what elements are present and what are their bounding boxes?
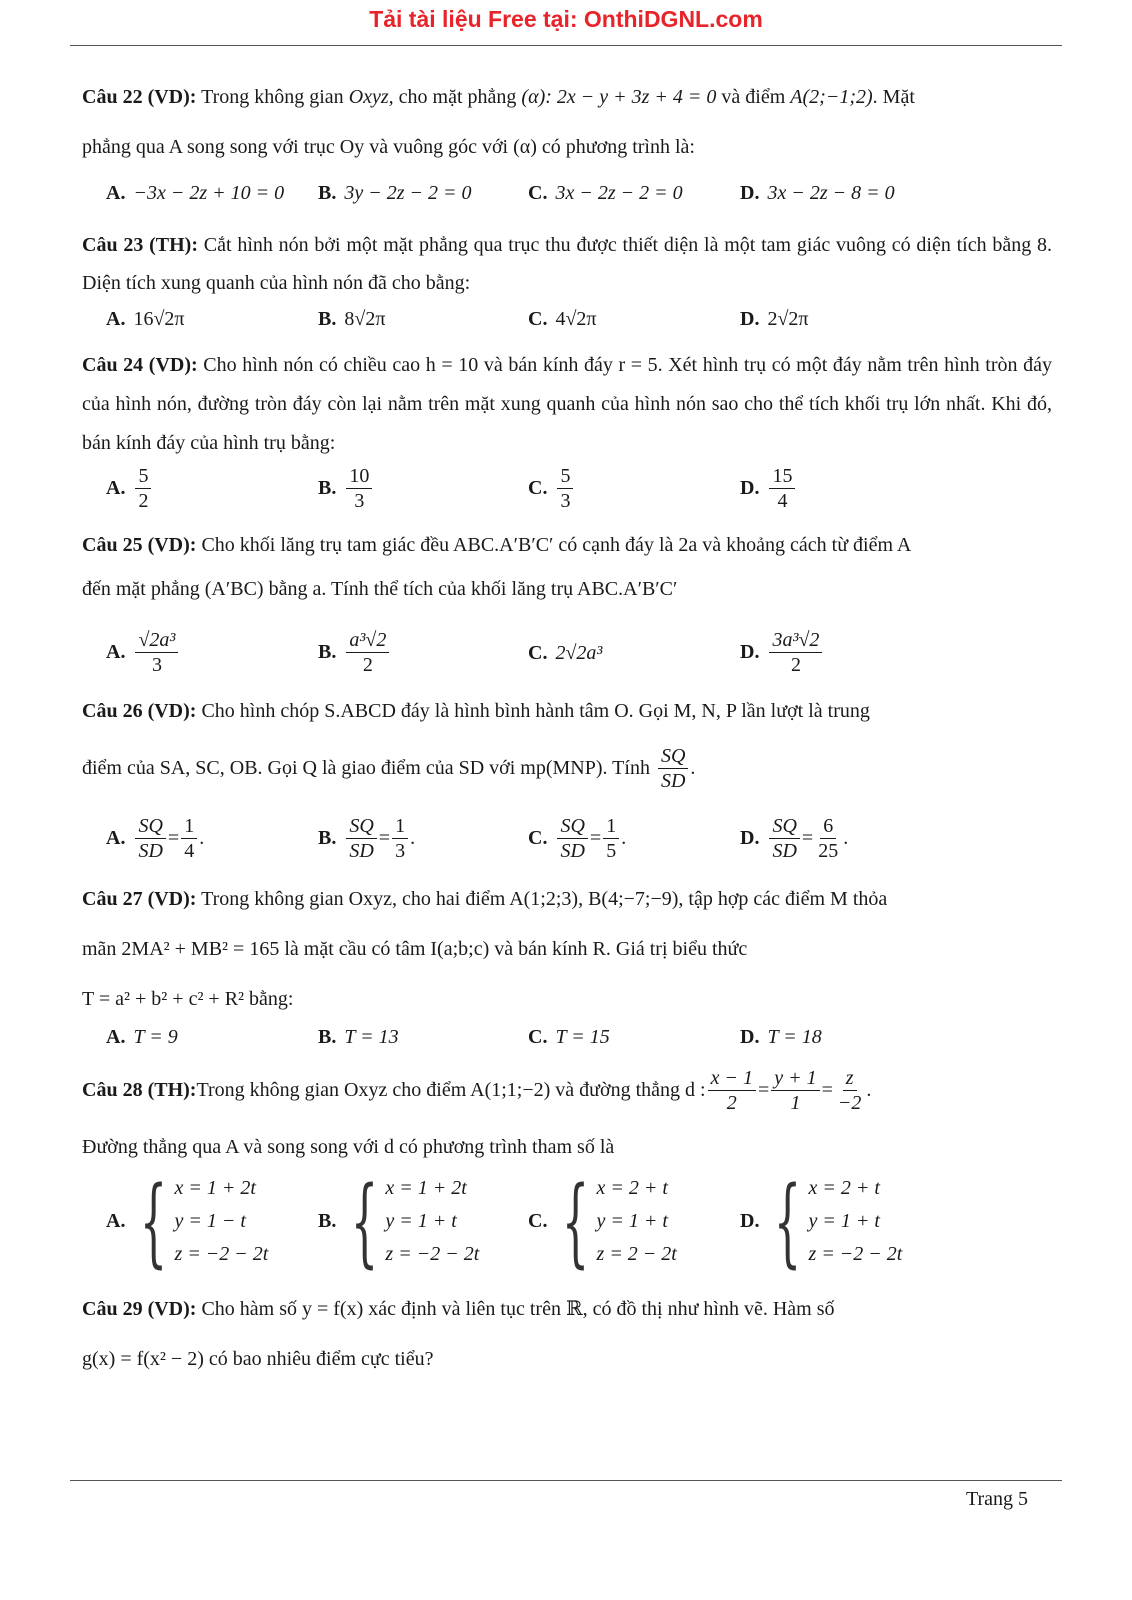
value bbox=[815, 814, 841, 863]
left-brace: { bbox=[351, 1165, 379, 1278]
q25-lead: Câu 25 (VD): bbox=[82, 534, 197, 556]
q26-text-1: Cho hình chóp S.ABCD đáy là hình bình hành tâm O. Gọi M, N, P lần lượt là trung bbox=[196, 700, 870, 722]
option-label: B. bbox=[318, 308, 337, 330]
q22-space: Oxyz, bbox=[348, 86, 394, 108]
q23-stem bbox=[82, 226, 1052, 302]
system-row: x = 2 + t bbox=[596, 1177, 668, 1199]
q22-option-d[interactable] bbox=[740, 182, 895, 205]
numerator: 5 bbox=[557, 464, 573, 489]
option-label: D. bbox=[740, 477, 760, 499]
option-label: D. bbox=[740, 1026, 760, 1048]
value bbox=[603, 814, 619, 863]
denominator: 2 bbox=[362, 654, 373, 676]
option-text: 8√2π bbox=[344, 308, 386, 330]
equation-system bbox=[344, 1165, 480, 1278]
q22-point: A(2;−1;2) bbox=[790, 86, 873, 108]
option-fraction bbox=[135, 628, 178, 677]
left-brace: { bbox=[774, 1165, 802, 1278]
page-number: Trang 5 bbox=[965, 1488, 1028, 1510]
option-fraction bbox=[346, 464, 372, 513]
q22-line2: phẳng qua A song song với trục Oy và vuông góc với (α) có phương trình là: bbox=[82, 136, 695, 158]
q29-line2: g(x) = f(x² − 2) có bao nhiêu điểm cực tiểu? bbox=[82, 1348, 434, 1370]
option-text: 16√2π bbox=[133, 308, 185, 330]
q25-line1 bbox=[82, 534, 911, 557]
numerator: y + 1 bbox=[771, 1066, 819, 1091]
option-label: C. bbox=[528, 642, 548, 664]
numerator: z bbox=[843, 1066, 857, 1091]
q23-option-b[interactable] bbox=[318, 308, 385, 331]
option-label: A. bbox=[106, 641, 126, 663]
q22-option-c[interactable] bbox=[528, 182, 683, 205]
q26-text-2: điểm của SA, SC, OB. Gọi Q là giao điểm của SD với mp(MNP). Tính bbox=[82, 757, 650, 779]
equation-system bbox=[555, 1165, 677, 1278]
numerator: 10 bbox=[346, 464, 372, 489]
option-label: B. bbox=[318, 641, 337, 663]
q28-line2: Đường thẳng qua A và song song với d có phương trình tham số là bbox=[82, 1136, 615, 1158]
option-label: A. bbox=[106, 308, 126, 330]
q27-option-d[interactable] bbox=[740, 1026, 822, 1049]
option-text: 3x − 2z − 2 = 0 bbox=[555, 182, 683, 204]
equation-system bbox=[133, 1165, 269, 1278]
q24-stem bbox=[82, 346, 1052, 463]
q24-option-d[interactable] bbox=[740, 464, 797, 513]
option-label: B. bbox=[318, 1026, 337, 1048]
option-fraction bbox=[346, 628, 389, 677]
denominator: 4 bbox=[777, 490, 788, 512]
numerator: x − 1 bbox=[708, 1066, 756, 1091]
q25-option-d[interactable] bbox=[740, 628, 824, 677]
q28-line1: Câu 28 (TH): Trong không gian Oxyz cho điểm A(1;1;−2) và đường thẳng d : $\frac{x - 1}{2}$ = $\frac{y + 1}{1}$ = $\frac{z}{-2}$ . bbox=[82, 1067, 872, 1114]
option-label: C. bbox=[528, 182, 548, 204]
q28-frac-x bbox=[708, 1066, 756, 1115]
q28-option-d[interactable] bbox=[740, 1165, 903, 1278]
numerator: SQ bbox=[346, 814, 376, 839]
system-row: x = 1 + 2t bbox=[385, 1177, 467, 1199]
q28-lead: Câu 28 (TH): bbox=[82, 1079, 197, 1101]
ratio bbox=[769, 814, 799, 863]
q27-lead: Câu 27 (VD): bbox=[82, 888, 197, 910]
option-label: C. bbox=[528, 1026, 548, 1048]
denominator: SD bbox=[560, 840, 585, 862]
numerator: 1 bbox=[392, 814, 408, 839]
q26-period: . bbox=[690, 757, 696, 779]
option-label: D. bbox=[740, 1210, 760, 1232]
left-brace: { bbox=[140, 1165, 168, 1278]
q24-option-b[interactable] bbox=[318, 464, 374, 513]
q26-option-b[interactable]: B. $\frac{SQ}{SD}$ = $\frac{1}{3}$ . bbox=[318, 815, 416, 862]
value bbox=[181, 814, 197, 863]
q26-option-a[interactable]: A. $\frac{SQ}{SD}$ = $\frac{1}{4}$ . bbox=[106, 815, 205, 862]
system-row: z = −2 − 2t bbox=[174, 1243, 269, 1265]
q27-text-1: Trong không gian Oxyz, cho hai điểm A(1;2;3), B(4;−7;−9), tập hợp các điểm M thỏa bbox=[196, 888, 888, 910]
option-text: T = 15 bbox=[555, 1026, 610, 1048]
q26-option-d[interactable]: D. $\frac{SQ}{SD}$ = $\frac{6}{25}$ . bbox=[740, 815, 849, 862]
numerator: √2a³ bbox=[135, 628, 178, 653]
q23-option-d[interactable] bbox=[740, 308, 809, 331]
option-label: A. bbox=[106, 1210, 126, 1232]
option-text: 3x − 2z − 8 = 0 bbox=[767, 182, 895, 204]
numerator: 6 bbox=[820, 814, 836, 839]
q29-line1 bbox=[82, 1296, 835, 1321]
numerator: 15 bbox=[769, 464, 795, 489]
option-text: 2√2a³ bbox=[555, 642, 603, 664]
header-rule bbox=[70, 45, 1062, 46]
q28-frac-y bbox=[771, 1066, 819, 1115]
q25-option-c[interactable] bbox=[528, 642, 602, 665]
q26-line2 bbox=[82, 744, 695, 793]
numerator: 3a³√2 bbox=[769, 628, 822, 653]
q22-option-b[interactable] bbox=[318, 182, 472, 205]
q24-option-a[interactable] bbox=[106, 464, 153, 513]
option-label: C. bbox=[528, 308, 548, 330]
q28-frac-z bbox=[835, 1066, 865, 1115]
left-brace: { bbox=[562, 1165, 590, 1278]
q22-text-a: Trong không gian bbox=[196, 86, 349, 108]
q22-option-a[interactable] bbox=[106, 182, 284, 205]
numerator: SQ bbox=[658, 744, 688, 769]
option-text: T = 18 bbox=[767, 1026, 822, 1048]
q24-option-c[interactable] bbox=[528, 464, 575, 513]
denominator: 2 bbox=[726, 1092, 737, 1114]
option-label: B. bbox=[318, 827, 337, 849]
q23-option-c[interactable] bbox=[528, 308, 597, 331]
denominator: SD bbox=[138, 840, 163, 862]
q22-plane-eq: (α): 2x − y + 3z + 4 = 0 bbox=[521, 86, 717, 108]
q29-lead: Câu 29 (VD): bbox=[82, 1298, 197, 1320]
denominator: SD bbox=[660, 770, 686, 792]
option-label: C. bbox=[528, 827, 548, 849]
q23-text: Cắt hình nón bởi một mặt phẳng qua trục thu được thiết diện là một tam giác vuông có diện tích bằng 8. Diện tích xung quanh của hình nón đã cho bằng: bbox=[82, 234, 1052, 294]
q27-line3: T = a² + b² + c² + R² bằng: bbox=[82, 988, 294, 1010]
option-text: 3y − 2z − 2 = 0 bbox=[344, 182, 472, 204]
numerator: SQ bbox=[557, 814, 587, 839]
option-label: A. bbox=[106, 1026, 126, 1048]
system-row: y = 1 + t bbox=[385, 1210, 457, 1232]
system-row: z = −2 − 2t bbox=[385, 1243, 480, 1265]
option-label: B. bbox=[318, 182, 337, 204]
ratio bbox=[135, 814, 165, 863]
system-row: z = −2 − 2t bbox=[808, 1243, 903, 1265]
q24-text: Cho hình nón có chiều cao h = 10 và bán kính đáy r = 5. Xét hình trụ có một đáy nằm trên hình tròn đáy của hình nón, đường tròn đáy còn lại nằm trên mặt xung quanh của hình nón sao cho thể tích khối trụ lớn nhất. Khi đó, bán kính đáy của hình trụ bằng: bbox=[82, 354, 1052, 454]
value bbox=[392, 814, 408, 863]
option-label: A. bbox=[106, 477, 126, 499]
q22-text-c: và điểm bbox=[716, 86, 791, 108]
q25-option-a[interactable] bbox=[106, 628, 180, 677]
option-text: 2√2π bbox=[767, 308, 809, 330]
denominator: 3 bbox=[395, 840, 406, 862]
ratio bbox=[557, 814, 587, 863]
q23-lead: Câu 23 (TH): bbox=[82, 234, 198, 256]
option-text: −3x − 2z + 10 = 0 bbox=[133, 182, 285, 204]
system-row: x = 1 + 2t bbox=[174, 1177, 256, 1199]
option-text: T = 9 bbox=[133, 1026, 178, 1048]
option-text: 4√2π bbox=[555, 308, 597, 330]
system-row: y = 1 + t bbox=[596, 1210, 668, 1232]
q25-option-b[interactable] bbox=[318, 628, 391, 677]
system-row: y = 1 − t bbox=[174, 1210, 246, 1232]
q24-lead: Câu 24 (VD): bbox=[82, 354, 198, 376]
q25-line2: đến mặt phẳng (A′BC) bằng a. Tính thể tích của khối lăng trụ ABC.A′B′C′ bbox=[82, 578, 678, 600]
q29-text-1: Cho hàm số y = f(x) xác định và liên tục trên ℝ, có đồ thị như hình vẽ. Hàm số bbox=[196, 1298, 835, 1320]
q27-line1 bbox=[82, 888, 887, 911]
option-label: D. bbox=[740, 641, 760, 663]
option-text: T = 13 bbox=[344, 1026, 399, 1048]
q26-lead: Câu 26 (VD): bbox=[82, 700, 197, 722]
option-label: C. bbox=[528, 1210, 548, 1232]
q27-option-b[interactable] bbox=[318, 1026, 399, 1049]
denominator: 1 bbox=[790, 1092, 801, 1114]
q26-line1 bbox=[82, 700, 870, 723]
numerator: SQ bbox=[135, 814, 165, 839]
denominator: 2 bbox=[790, 654, 801, 676]
system-row: z = 2 − 2t bbox=[596, 1243, 677, 1265]
denominator: SD bbox=[349, 840, 374, 862]
q28-option-c[interactable] bbox=[528, 1165, 677, 1278]
q27-line2: mãn 2MA² + MB² = 165 là mặt cầu có tâm I(a;b;c) và bán kính R. Giá trị biểu thức bbox=[82, 938, 748, 960]
numerator: 1 bbox=[603, 814, 619, 839]
q28-option-a[interactable] bbox=[106, 1165, 269, 1278]
denominator: −2 bbox=[837, 1092, 862, 1114]
q26-option-c[interactable]: C. $\frac{SQ}{SD}$ = $\frac{1}{5}$ . bbox=[528, 815, 627, 862]
numerator: 5 bbox=[135, 464, 151, 489]
denominator: 3 bbox=[151, 654, 162, 676]
denominator: 5 bbox=[606, 840, 617, 862]
equation-system bbox=[767, 1165, 903, 1278]
denominator: 3 bbox=[354, 490, 365, 512]
q27-option-c[interactable] bbox=[528, 1026, 610, 1049]
footer-rule bbox=[70, 1480, 1062, 1481]
option-label: B. bbox=[318, 477, 337, 499]
denominator: 3 bbox=[560, 490, 571, 512]
q22-lead: Câu 22 (VD): bbox=[82, 86, 197, 108]
system-row: x = 2 + t bbox=[808, 1177, 880, 1199]
option-label: B. bbox=[318, 1210, 337, 1232]
option-label: D. bbox=[740, 308, 760, 330]
denominator: 4 bbox=[184, 840, 195, 862]
numerator: a³√2 bbox=[346, 628, 389, 653]
option-fraction bbox=[769, 464, 795, 513]
q22-text-d: . Mặt bbox=[872, 86, 915, 108]
numerator: 1 bbox=[181, 814, 197, 839]
ratio bbox=[346, 814, 376, 863]
denominator: SD bbox=[772, 840, 797, 862]
q25-text-1: Cho khối lăng trụ tam giác đều ABC.A′B′C′ có cạnh đáy là 2a và khoảng cách từ điểm A bbox=[196, 534, 912, 556]
option-label: A. bbox=[106, 827, 126, 849]
denominator: 25 bbox=[818, 840, 839, 862]
numerator: SQ bbox=[769, 814, 799, 839]
q28-text-1: Trong không gian Oxyz cho điểm A(1;1;−2) và đường thẳng d : bbox=[196, 1079, 706, 1101]
option-fraction bbox=[135, 464, 151, 513]
q27-option-a[interactable] bbox=[106, 1026, 178, 1049]
q28-option-b[interactable] bbox=[318, 1165, 480, 1278]
q26-ratio bbox=[658, 744, 688, 793]
system-row: y = 1 + t bbox=[808, 1210, 880, 1232]
option-fraction bbox=[557, 464, 573, 513]
option-label: A. bbox=[106, 182, 126, 204]
q23-option-a[interactable] bbox=[106, 308, 185, 331]
option-fraction bbox=[769, 628, 822, 677]
q22-line1 bbox=[82, 86, 915, 109]
option-label: C. bbox=[528, 477, 548, 499]
source-banner[interactable]: Tải tài liệu Free tại: OnthiDGNL.com bbox=[369, 6, 763, 32]
denominator: 2 bbox=[138, 490, 149, 512]
q22-text-b: cho mặt phẳng bbox=[393, 86, 522, 108]
option-label: D. bbox=[740, 827, 760, 849]
option-label: D. bbox=[740, 182, 760, 204]
